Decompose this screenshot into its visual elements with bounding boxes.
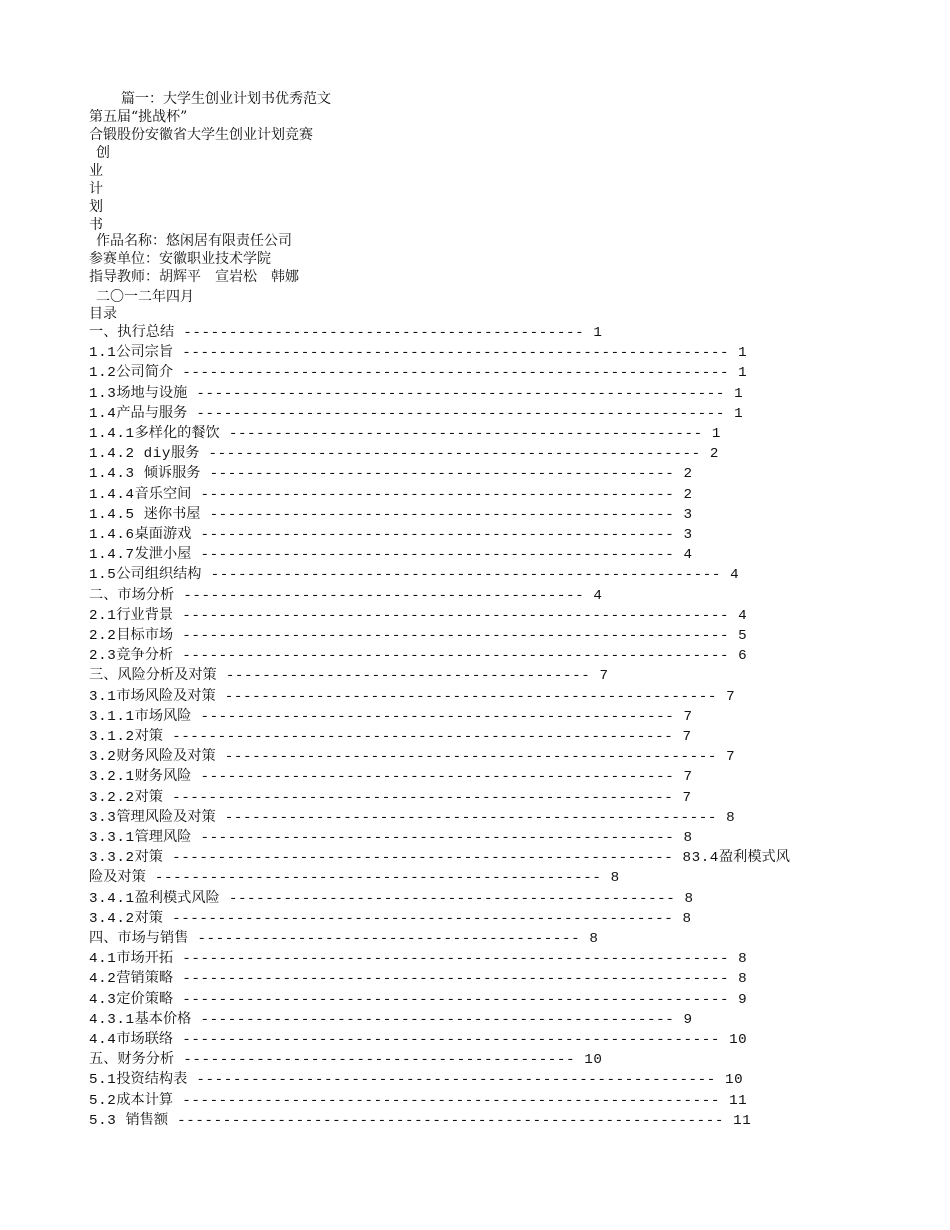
toc-number: 1.4.6 xyxy=(89,527,135,543)
toc-leader: ---------------------------------------- xyxy=(216,668,600,685)
toc-leader: ------------------------------------------------------- xyxy=(162,729,683,745)
toc-page-number: 4 xyxy=(683,547,693,564)
toc-entry xyxy=(89,665,609,685)
toc-entry xyxy=(89,766,693,786)
toc-title: 音乐空间 xyxy=(134,485,192,502)
toc-entry xyxy=(89,989,747,1009)
toc-page-number: 2 xyxy=(683,466,693,483)
toc-entry xyxy=(89,322,603,342)
toc-title: 定价策略 xyxy=(116,990,174,1007)
toc-title: 销售额 xyxy=(125,1111,169,1128)
toc-page-number: 9 xyxy=(738,991,748,1008)
toc-page-number: 5 xyxy=(738,628,748,644)
toc-entry xyxy=(89,686,735,706)
toc-page-number: 4 xyxy=(593,587,603,604)
toc-leader: ------------------------------------------------------ xyxy=(199,446,710,463)
toc-entry xyxy=(89,524,693,544)
toc-entry xyxy=(89,605,747,625)
toc-leader: ------------------------------------------------------ xyxy=(215,809,727,826)
toc-page-number: 2 xyxy=(709,446,719,463)
toc-number: 3.4.1 xyxy=(89,890,135,907)
toc-page-number: 10 xyxy=(584,1052,603,1069)
toc-entry xyxy=(89,706,693,726)
toc-number: 3.4.2 xyxy=(89,910,135,927)
toc-number: 1.4.7 xyxy=(89,547,135,564)
toc-leader: ---------------------------------------------------- xyxy=(219,426,712,442)
toc-number: 1.1 xyxy=(89,345,117,362)
toc-page-number: 7 xyxy=(683,708,693,725)
toc-overflow-text: 盈利模式风 xyxy=(718,849,790,866)
toc-leader: ---------------------------------------------------- xyxy=(191,708,684,725)
toc-entry xyxy=(89,746,735,766)
vertical-title-char: 业 xyxy=(89,163,103,179)
toc-entry xyxy=(89,383,743,403)
toc-leader: ------------------------------------------------------------ xyxy=(173,648,739,665)
toc-page-number: 7 xyxy=(682,789,692,806)
toc-title: 市场风险 xyxy=(134,707,192,724)
toc-title: 管理风险 xyxy=(134,829,192,845)
toc-leader: ------------------------------------------------- xyxy=(219,890,685,907)
toc-page-number: 7 xyxy=(599,668,609,685)
toc-entry xyxy=(89,1069,743,1089)
toc-title: 二、市场分析 xyxy=(89,586,175,603)
document-date: 二〇一二年四月 xyxy=(96,289,194,305)
toc-entry xyxy=(89,968,747,988)
toc-title: 目录 xyxy=(89,306,117,322)
toc-leader: ------------------------------------------------- xyxy=(145,870,611,887)
toc-title: 公司宗旨 xyxy=(116,344,174,361)
toc-number: 4.2 xyxy=(89,971,117,988)
toc-entry xyxy=(89,847,790,867)
vertical-title-char: 计 xyxy=(89,181,103,197)
toc-title: 迷你书屋 xyxy=(143,505,201,522)
toc-title: 多样化的餐饮 xyxy=(134,425,220,441)
toc-title: 险及对策 xyxy=(89,869,146,886)
toc-number: 3.3.1 xyxy=(89,830,135,846)
toc-number: 5.3 xyxy=(89,1112,126,1129)
toc-page-number: 4 xyxy=(730,567,740,584)
toc-title: 竞争分析 xyxy=(116,647,174,664)
toc-title: 产品与服务 xyxy=(116,404,188,421)
toc-leader: ------------------------------------------------------------ xyxy=(173,365,739,382)
vertical-title-char: 划 xyxy=(89,199,103,215)
toc-page-number: 10 xyxy=(729,1032,748,1048)
toc-page-number: 11 xyxy=(729,1092,748,1109)
work-name: 作品名称：悠闲居有限责任公司 xyxy=(96,233,292,249)
contest-line: 合锻股份安徽省大学生创业计划竞赛 xyxy=(89,127,313,143)
toc-entry xyxy=(89,463,693,483)
toc-entry xyxy=(89,1090,747,1110)
toc-entry xyxy=(89,787,692,807)
toc-title: 成本计算 xyxy=(116,1091,174,1108)
toc-page-number: 3 xyxy=(683,506,693,523)
toc-leader: ---------------------------------------------------------- xyxy=(187,405,735,422)
toc-title: 服务 xyxy=(171,445,200,462)
toc-page-number: 9 xyxy=(683,1011,693,1028)
toc-number: 2.3 xyxy=(89,648,117,665)
toc-title: 市场风险及对策 xyxy=(116,687,216,704)
toc-leader: ------------------------------------------------------------ xyxy=(173,607,739,624)
toc-title: 投资结构表 xyxy=(116,1071,188,1088)
toc-entry xyxy=(89,1049,603,1069)
toc-number: 1.4.4 xyxy=(89,486,135,503)
toc-number: 1.4 xyxy=(89,405,117,422)
toc-page-number: 8 xyxy=(726,809,736,826)
toc-entry xyxy=(89,908,692,928)
toc-title: 对策 xyxy=(134,849,163,866)
toc-number: 3.2.2 xyxy=(89,789,135,806)
toc-number: 1.4.5 xyxy=(89,506,144,523)
toc-leader: ----------------------------------------------------------- xyxy=(173,1092,730,1109)
toc-page-number: 8 xyxy=(682,910,692,927)
toc-entry xyxy=(89,888,694,908)
toc-leader: ------------------------------------------------------------ xyxy=(173,345,739,362)
toc-title: 盈利模式风险 xyxy=(134,889,220,906)
toc-leader: ------------------------------------------------------- xyxy=(162,910,683,927)
toc-title: 目标市场 xyxy=(116,627,174,643)
toc-leader: ------------------------------------------------------------ xyxy=(168,1112,734,1129)
toc-number: 3.3 xyxy=(89,809,117,826)
toc-entry xyxy=(89,423,721,443)
toc-entry xyxy=(89,443,719,463)
toc-entry xyxy=(89,504,693,524)
toc-entry xyxy=(89,645,747,665)
toc-title: 三、风险分析及对策 xyxy=(89,667,217,684)
toc-page-number: 2 xyxy=(683,486,693,503)
toc-entry xyxy=(89,564,739,584)
toc-number: 4.3 xyxy=(89,991,117,1008)
toc-leader: -------------------------------------------- xyxy=(174,587,594,604)
toc-leader: ---------------------------------------------------- xyxy=(191,830,684,846)
toc-leader: ------------------------------------------- xyxy=(174,1052,585,1069)
toc-title: 市场联络 xyxy=(116,1031,174,1047)
toc-leader: ------------------------------------------------------------ xyxy=(173,971,739,988)
toc-number: 2.1 xyxy=(89,607,117,624)
toc-page-number: 8 xyxy=(610,870,620,887)
toc-entry xyxy=(89,726,692,746)
participating-unit: 参赛单位：安徽职业技术学院 xyxy=(89,251,271,267)
toc-page-number: 1 xyxy=(738,365,748,382)
toc-title: 五、财务分析 xyxy=(89,1051,175,1068)
toc-title: 财务风险及对策 xyxy=(116,748,216,765)
toc-title: 公司简介 xyxy=(116,364,174,381)
toc-number: 3.2 xyxy=(89,749,117,766)
toc-entry xyxy=(89,544,693,564)
toc-title: 对策 xyxy=(134,788,163,805)
toc-title: 一、执行总结 xyxy=(89,324,175,340)
toc-title: 营销策略 xyxy=(116,970,174,987)
toc-leader: -------------------------------------------------------- xyxy=(201,567,731,584)
toc-number: 3.2.1 xyxy=(89,769,135,786)
toc-leader: ----------------------------------------------------------- xyxy=(173,1032,730,1048)
toc-number: 1.4.3 xyxy=(89,466,144,483)
advisors: 指导教师：胡辉平 宣岩松 韩娜 xyxy=(89,269,299,285)
toc-leader: ------------------------------------------ xyxy=(188,931,590,947)
toc-page-number: 4 xyxy=(738,607,748,624)
toc-leader: ------------------------------------------------------ xyxy=(215,688,727,705)
toc-leader: ------------------------------------------------------- xyxy=(162,850,683,867)
toc-title: 桌面游戏 xyxy=(134,526,192,542)
toc-leader: ------------------------------------------------------------ xyxy=(173,991,739,1008)
toc-entry xyxy=(89,1110,751,1130)
toc-page-number: 8 xyxy=(738,951,748,968)
toc-leader: ------------------------------------------------------ xyxy=(215,749,727,766)
document-heading: 篇一：大学生创业计划书优秀范文 xyxy=(121,91,331,107)
toc-leader: --------------------------------------------------- xyxy=(200,506,684,523)
toc-entry xyxy=(89,585,603,605)
toc-entry xyxy=(89,403,743,423)
toc-number: 5.1 xyxy=(89,1072,117,1089)
toc-page-number: 1 xyxy=(738,345,748,362)
toc-title: 场地与设施 xyxy=(116,384,188,401)
toc-number: 1.4.1 xyxy=(89,426,135,442)
toc-leader: ---------------------------------------------------- xyxy=(191,1011,684,1028)
toc-title: 四、市场与销售 xyxy=(89,930,189,946)
toc-number: 5.2 xyxy=(89,1092,117,1109)
toc-number: 4.3.1 xyxy=(89,1011,135,1028)
toc-title: 基本价格 xyxy=(134,1010,192,1027)
toc-page-number: 1 xyxy=(593,325,603,341)
toc-title: 管理风险及对策 xyxy=(116,808,216,825)
toc-entry xyxy=(89,1009,693,1029)
competition-line: 第五届“挑战杯” xyxy=(89,109,188,125)
vertical-title-char: 书 xyxy=(89,217,103,233)
toc-leader: --------------------------------------------------------- xyxy=(187,1072,726,1089)
toc-entry xyxy=(89,928,598,948)
toc-leader: ---------------------------------------------------- xyxy=(191,486,684,503)
toc-leader: ------------------------------------------------------------ xyxy=(173,951,739,968)
toc-leader: ---------------------------------------------------------- xyxy=(187,385,735,402)
toc-entry xyxy=(89,867,620,887)
toc-title: 财务风险 xyxy=(134,768,192,785)
toc-page-number: 7 xyxy=(726,749,736,766)
toc-title: 发泄小屋 xyxy=(134,546,192,563)
toc-page-number: 7 xyxy=(683,769,693,786)
toc-number: 3.1.1 xyxy=(89,708,135,725)
toc-number: 3.1.2 xyxy=(89,729,135,745)
toc-number: 3.1 xyxy=(89,688,117,705)
toc-page-number: 8 xyxy=(738,971,748,988)
toc-leader: -------------------------------------------- xyxy=(174,325,594,341)
toc-number: 1.2 xyxy=(89,365,117,382)
toc-leader: ------------------------------------------------------------ xyxy=(173,628,739,644)
toc-page-number: 8 xyxy=(589,931,599,947)
toc-page-number: 7 xyxy=(726,688,736,705)
toc-page-number: 8 xyxy=(684,890,694,907)
toc-leader: ---------------------------------------------------- xyxy=(191,769,684,786)
toc-number: 4.4 xyxy=(89,1032,117,1048)
vertical-title-char: 创 xyxy=(96,145,110,161)
toc-entry xyxy=(89,827,693,847)
toc-page-number: 10 xyxy=(725,1072,744,1089)
toc-entry xyxy=(89,807,735,827)
toc-leader: ------------------------------------------------------- xyxy=(162,789,683,806)
toc-page-number: 1 xyxy=(734,405,744,422)
toc-title: 对策 xyxy=(134,909,163,926)
toc-title: 公司组织结构 xyxy=(116,566,202,583)
toc-title: 对策 xyxy=(134,728,163,744)
toc-title: 市场开拓 xyxy=(116,950,174,967)
toc-number: 4.1 xyxy=(89,951,117,968)
toc-page-number: 83.4 xyxy=(682,850,719,867)
toc-entry xyxy=(89,342,747,362)
toc-page-number: 1 xyxy=(734,385,744,402)
toc-entry xyxy=(89,484,693,504)
toc-number: 2.2 xyxy=(89,628,117,644)
toc-page-number: 8 xyxy=(683,830,693,846)
toc-leader: --------------------------------------------------- xyxy=(200,466,684,483)
toc-leader: ---------------------------------------------------- xyxy=(191,547,684,564)
toc-title: 倾诉服务 xyxy=(143,465,201,482)
toc-page-number: 6 xyxy=(738,648,748,665)
toc-page-number: 11 xyxy=(733,1112,752,1129)
toc-page-number: 7 xyxy=(682,729,692,745)
toc-page-number: 3 xyxy=(683,527,693,543)
toc-number: 1.3 xyxy=(89,385,117,402)
toc-entry xyxy=(89,948,747,968)
toc-page-number: 1 xyxy=(711,426,721,442)
toc-leader: ---------------------------------------------------- xyxy=(191,527,684,543)
toc-number: 3.3.2 xyxy=(89,850,135,867)
toc-entry xyxy=(89,625,747,645)
toc-entry xyxy=(89,1029,747,1049)
toc-number: 1.5 xyxy=(89,567,117,584)
toc-number: 1.4.2 diy xyxy=(89,446,172,463)
toc-entry xyxy=(89,362,747,382)
toc-title: 行业背景 xyxy=(116,606,174,623)
